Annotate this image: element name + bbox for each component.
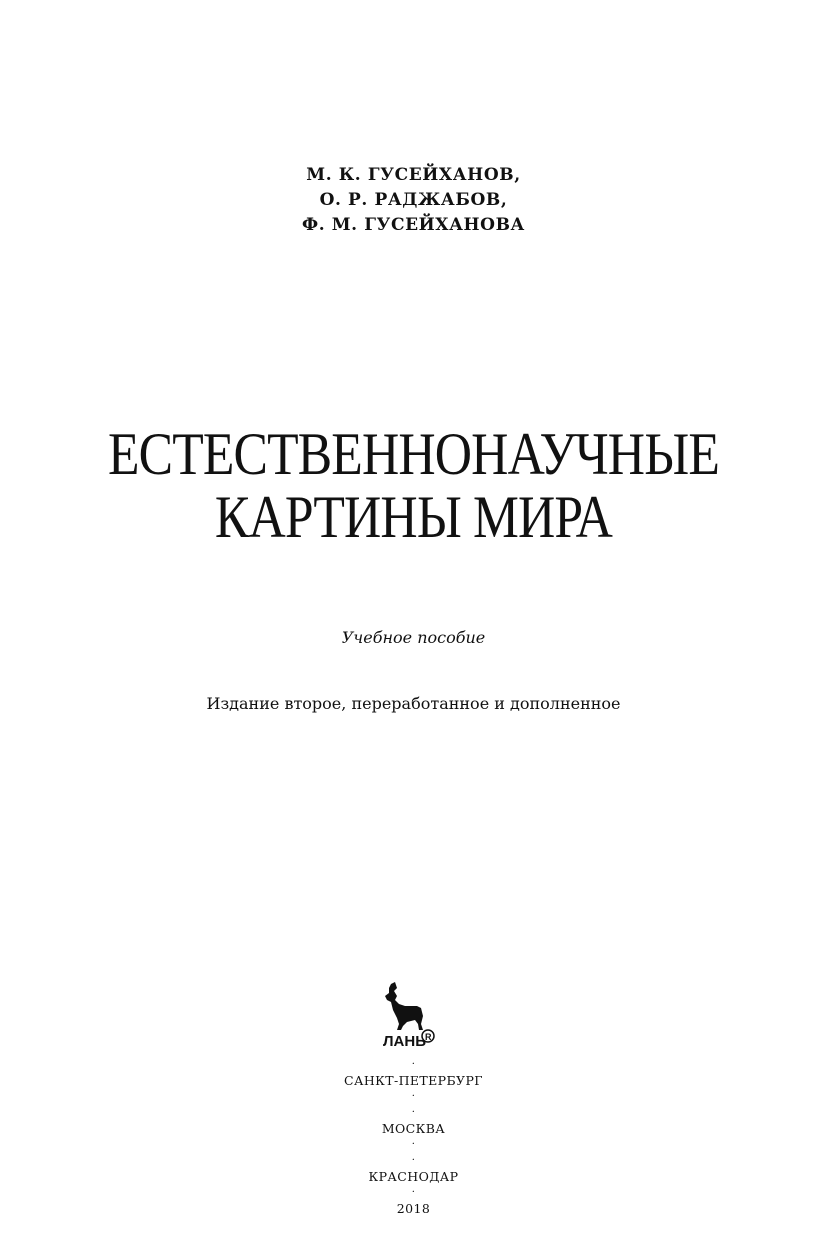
city-1: · САНКТ-ПЕТЕРБУРГ · [344,1059,483,1102]
publication-year: 2018 [396,1201,431,1216]
edition-note: Издание второе, переработанное и дополненное [206,694,621,713]
title-line-1: ЕСТЕСТВЕННОНАУЧНЫЕ [107,421,720,487]
city-2: · МОСКВА · [381,1107,446,1150]
city-3: · КРАСНОДАР · [368,1155,459,1198]
author-3: Ф. М. ГУСЕЙХАНОВА [301,215,526,235]
authors-block [0,163,827,238]
publisher-block [0,1057,827,1217]
title-line-2: КАРТИНЫ МИРА [214,484,613,550]
author-1: М. К. ГУСЕЙХАНОВ, [306,165,521,185]
svg-text:ЛАНЬ: ЛАНЬ [383,1033,426,1050]
book-subtitle: Учебное пособие [341,628,486,647]
lan-publisher-logo-icon [377,980,437,1052]
svg-text:R: R [425,1032,432,1042]
author-2: О. Р. РАДЖАБОВ, [319,190,508,210]
book-title [0,423,827,549]
